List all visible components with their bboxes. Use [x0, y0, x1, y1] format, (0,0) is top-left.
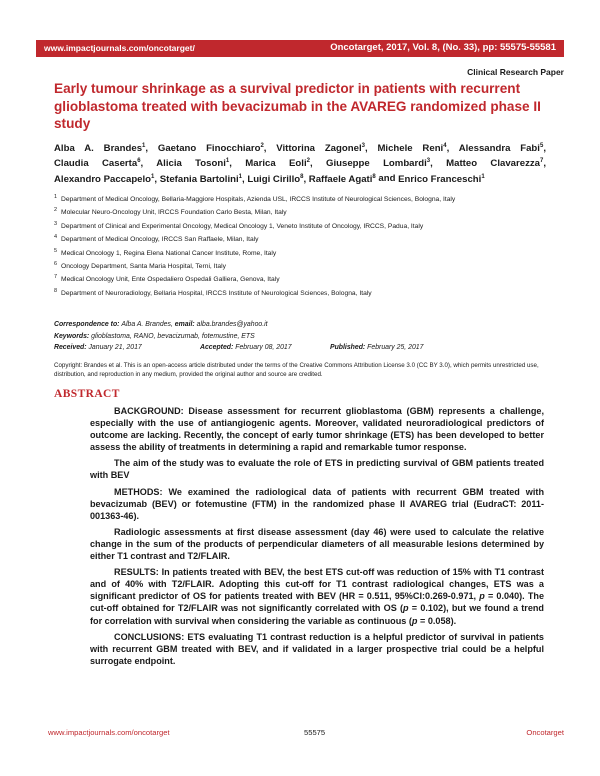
author: Vittorina Zagonel$^3$,	[276, 143, 368, 155]
paper-title: Early tumour shrinkage as a survival predictor in patients with recurrent glioblastoma treated with bevacizumab in the AVAREG randomized phase II study	[54, 81, 541, 131]
correspondence-line: Correspondence to: Alba A. Brandes, email: alba.brandes@yahoo.it	[54, 321, 268, 328]
author-list	[54, 140, 546, 186]
citation-line: Oncotarget, 2017, Vol. 8, (No. 33), pp: 55575-55581	[330, 42, 556, 53]
author: Marica Eoli$^2$,	[245, 158, 313, 170]
author: Raffaele Agati$^8$	[308, 173, 376, 185]
affiliation: 6 Oncology Department, Santa Maria Hospital, Terni, Italy	[54, 261, 226, 271]
author-conjunction: and	[378, 173, 396, 185]
affiliation: 1 Department of Medical Oncology, Bellaria-Maggiore Hospitals, Azienda USL, IRCCS Institute of Neurological Sciences, Bologna, Italy	[54, 194, 456, 203]
author: Enrico Franceschi$^1$	[398, 173, 485, 185]
footer-url-link[interactable]: www.impactjournals.com/oncotarget	[48, 728, 170, 737]
affiliation: 8 Department of Neuroradiology, Bellaria Hospital, IRCCS Institute of Neurological Sciences, Bologna, Italy	[54, 287, 372, 297]
affiliation: 3 Department of Clinical and Experimental Oncology, Medical Oncology 1, Veneto Institute of Oncology, IRCCS, Padua, Italy	[54, 220, 424, 230]
page-footer	[36, 728, 564, 740]
dates-line: Received: January 21, 2017 Accepted: February 08, 2017 Published: February 25, 2017	[54, 344, 424, 351]
journal-header-bar	[36, 40, 564, 57]
footer-journal: Oncotarget	[526, 728, 564, 737]
email-link[interactable]: alba.brandes@yahoo.it	[196, 321, 268, 328]
author: Alicia Tosoni$^1$,	[156, 158, 232, 170]
author: Giuseppe Lombardi$^3$,	[326, 158, 433, 170]
affiliation-list	[54, 195, 546, 302]
author: Michele Reni$^4$,	[377, 143, 450, 155]
paper-type: Clinical Research Paper	[467, 67, 564, 77]
abstract-paragraph: METHODS: We examined the radiological data of patients with recurrent GBM treated with bevacizumab (BEV) or fotemustine (FTM) in the randomized phase II AVAREG trial (EudraCT: 2011-001363-46).	[90, 486, 544, 521]
author: Claudia Caserta$^6$,	[54, 158, 144, 170]
author: Alba A. Brandes$^1$,	[54, 143, 149, 155]
abstract-paragraph: RESULTS: In patients treated with BEV, the best ETS cut-off was reduction of 15% with T1 contrast and of 40% with T2/FLAIR. Adopting this cut-off for T1 contrast radiological changes, ETS was a significant predictor of OS for patients treated with BEV (HR = 0.511, 95%CI:0.269-0.971, p = 0.040). The cut-off obtained for T2/FLAIR was not significantly correlated with OS (p = 0.102), but we found a trend for correlation with survival when considering the variable as continuous (p = 0.058).	[90, 567, 545, 626]
author: Luigi Cirillo$^8$,	[247, 173, 307, 185]
abstract-heading: ABSTRACT	[54, 388, 120, 400]
affiliation: 4 Department of Medical Oncology, IRCCS San Raffaele, Milan, Italy	[54, 234, 259, 244]
affiliation: 5 Medical Oncology 1, Regina Elena National Cancer Institute, Rome, Italy	[54, 247, 277, 257]
affiliation: 2 Molecular Neuro-Oncology Unit, IRCCS Foundation Carlo Besta, Milan, Italy	[54, 207, 287, 217]
author: Gaetano Finocchiaro$^2$,	[157, 143, 267, 155]
abstract-paragraph: Radiologic assessments at first disease assessment (day 46) were used to calculate the relative change in the sum of the products of perpendicular diameters of all measurable lesions determined by either T1 contrast and T2/FLAIR.	[90, 526, 544, 562]
author: Alexandro Paccapelo$^1$,	[54, 173, 158, 185]
page-number: 55575	[304, 728, 326, 737]
journal-url-link[interactable]: www.impactjournals.com/oncotarget/	[44, 43, 195, 53]
abstract-paragraph: CONCLUSIONS: ETS evaluating T1 contrast reduction is a helpful predictor of survival in patients with recurrent GBM treated with BEV, and if validated in a larger prospective trial could be a helpful surrogate endpoint.	[90, 631, 544, 666]
copyright-notice: Copyright: Brandes et al. This is an open-access article distributed under the terms of the Creative Commons Attribution License 3.0 (CC BY 3.0), which permits unrestricted use, distribution, and reproduction in any medium, provided the original author and source are credited.	[54, 362, 539, 378]
author: Alessandra Fabi$^5$,	[458, 143, 546, 155]
article-meta	[54, 319, 546, 354]
keywords-line: Keywords: glioblastoma, RANO, bevacizumab, fotemustine, ETS	[54, 332, 255, 340]
abstract-body	[90, 405, 544, 671]
author: Stefania Bartolini$^1$,	[159, 173, 245, 185]
author: Matteo Clavarezza$^7$,	[446, 158, 547, 170]
abstract-paragraph: The aim of the study was to evaluate the role of ETS in predicting survival of GBM patients treated with BEV	[90, 458, 544, 481]
affiliation: 7 Medical Oncology Unit, Ente Ospedaliero Ospedali Galliera, Genova, Italy	[54, 274, 280, 284]
abstract-paragraph: BACKGROUND: Disease assessment for recurrent glioblastoma (GBM) represents a challenge, especially with the use of antiangiogenic agents. Moreover, validated neuroradiological predictors of outcome are lacking. Recently, the concept of early tumor shrinkage (ETS) has been developed to better assess the ability of treatments in determining a rapid and remarkable tumor response.	[90, 406, 544, 453]
